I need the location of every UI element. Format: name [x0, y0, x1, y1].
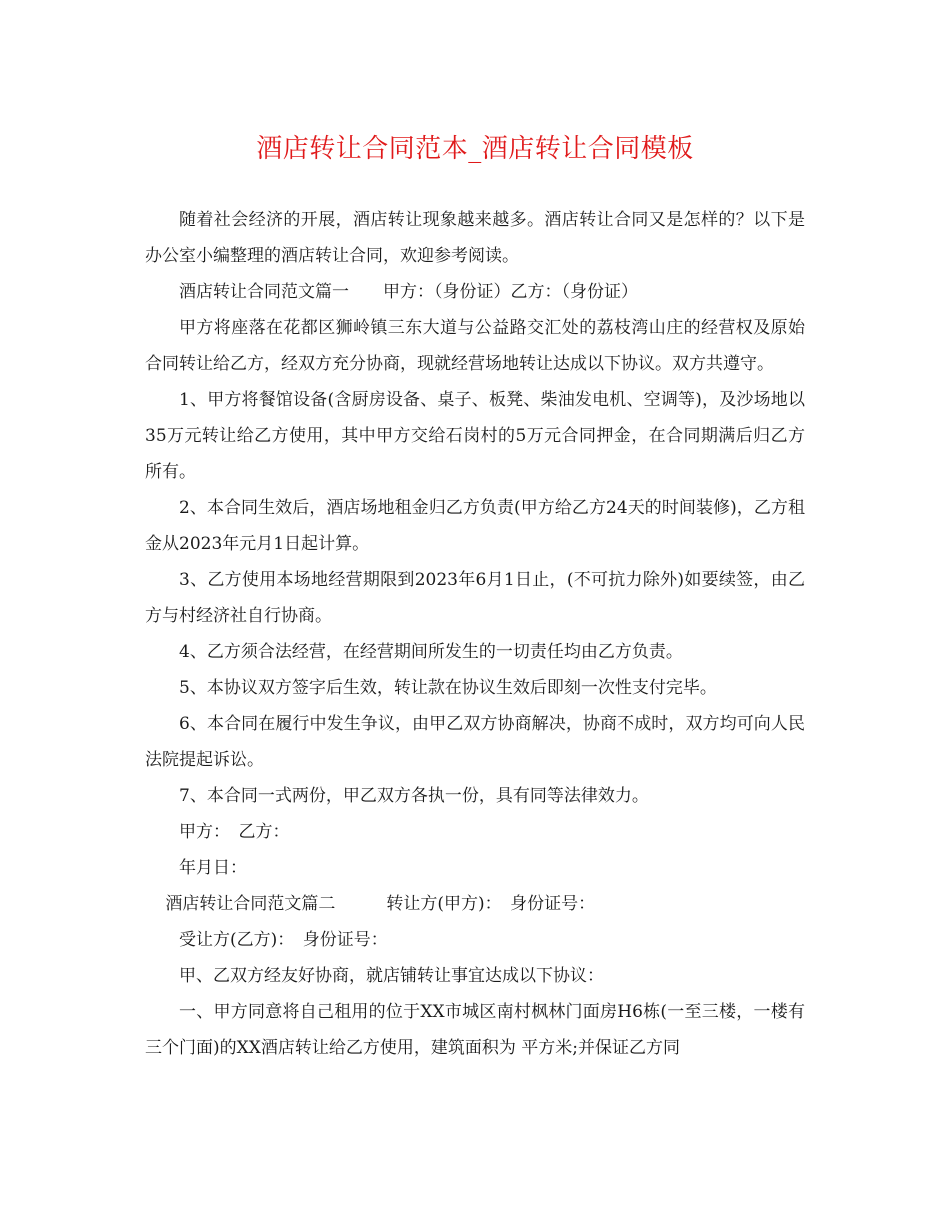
- paragraph-article-1: 一、甲方同意将自己租用的位于XX市城区南村枫林门面房H6栋(一至三楼，一楼有三个门面)的XX酒店转让给乙方使用，建筑面积为 平方米;并保证乙方同: [145, 1002, 805, 1058]
- paragraph-agreement-intro: 甲、乙双方经友好协商，就店铺转让事宜达成以下协议：: [179, 966, 604, 986]
- paragraph-sample-one-heading: 酒店转让合同范文篇一 甲方：（身份证）乙方：（身份证）: [179, 282, 638, 302]
- paragraph-transfer-statement: 甲方将座落在花都区狮岭镇三东大道与公益路交汇处的荔枝湾山庄的经营权及原始合同转让给乙方，经双方充分协商，现就经营场地转让达成以下协议。双方共遵守。: [145, 318, 805, 374]
- paragraph-clause-7: 7、本合同一式两份，甲乙双方各执一份，具有同等法律效力。: [179, 786, 649, 806]
- paragraph-clause-1: 1、甲方将餐馆设备(含厨房设备、桌子、板凳、柴油发电机、空调等)，及沙场地以35万元转让给乙方使用，其中甲方交给石岗村的5万元合同押金，在合同期满后归乙方所有。: [145, 390, 805, 482]
- paragraph-clause-5: 5、本协议双方签字后生效，转让款在协议生效后即刻一次性支付完毕。: [179, 678, 717, 698]
- paragraph-clause-6: 6、本合同在履行中发生争议，由甲乙双方协商解决，协商不成时，双方均可向人民法院提起诉讼。: [145, 714, 805, 770]
- paragraph-clause-2: 2、本合同生效后，酒店场地租金归乙方负责(甲方给乙方24天的时间装修)，乙方租金从2023年元月1日起计算。: [145, 498, 805, 554]
- paragraph-clause-4: 4、乙方须合法经营，在经营期间所发生的一切责任均由乙方负责。: [179, 642, 683, 662]
- paragraph-signature-date: 年月日：: [179, 858, 247, 878]
- document-title: 酒店转让合同范本_酒店转让合同模板: [256, 134, 694, 164]
- paragraph-signature-parties: 甲方： 乙方：: [179, 822, 290, 842]
- paragraph-intro: 随着社会经济的开展，酒店转让现象越来越多。酒店转让合同又是怎样的？以下是办公室小编整理的酒店转让合同，欢迎参考阅读。: [145, 210, 805, 266]
- document-body: [145, 202, 805, 1066]
- paragraph-clause-3: 3、乙方使用本场地经营期限到2023年6月1日止，(不可抗力除外)如要续签，由乙方与村经济社自行协商。: [145, 570, 805, 626]
- paragraph-transferee: 受让方(乙方)： 身份证号：: [179, 930, 388, 950]
- paragraph-sample-two-heading: 酒店转让合同范文篇二 转让方(甲方)： 身份证号：: [165, 894, 596, 914]
